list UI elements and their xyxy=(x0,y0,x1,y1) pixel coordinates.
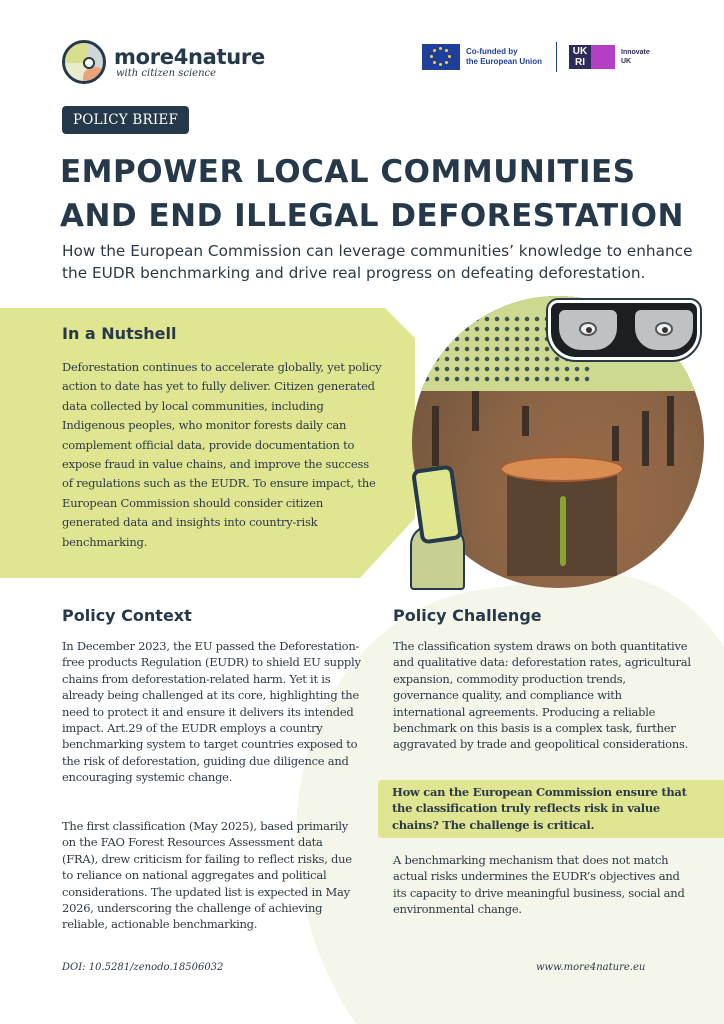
ukri-logo xyxy=(569,45,650,69)
title-line-2: AND END ILLEGAL DEFORESTATION xyxy=(60,198,684,234)
website-link[interactable]: www.more4nature.eu xyxy=(536,962,646,973)
title-line-1: EMPOWER LOCAL COMMUNITIES xyxy=(60,154,636,190)
policy-context-paragraph-1: In December 2023, the EU passed the Deforestation-free products Regulation (EUDR) to shield EU supply chains from deforestation-related harm. Yet it is already being challenged at its core, highlighting the need to protect it and ensure it delivers its intended impact. Art.29 of the EUDR employs a country benchmarking system to target countries exposed to the risk of deforestation, guiding due diligence and encouraging systemic change. xyxy=(62,639,361,785)
glasses-eyes-icon xyxy=(548,300,700,360)
page-title xyxy=(60,150,684,238)
challenge-callout-text: How can the European Commission ensure that the classification truly reflects risk in value chains? The challenge is critical. xyxy=(392,785,687,832)
eu-cofunded-label: Co-funded by the European Union xyxy=(466,47,542,66)
sprout-icon xyxy=(560,496,566,566)
doi-link[interactable]: DOI: 10.5281/zenodo.18506032 xyxy=(62,962,224,973)
logo-tagline: with citizen science xyxy=(116,67,217,79)
policy-context-heading: Policy Context xyxy=(62,606,192,625)
eu-flag-icon xyxy=(422,44,460,70)
ukri-pink-block xyxy=(591,45,615,69)
more4nature-logo[interactable] xyxy=(62,40,265,84)
policy-challenge-paragraph-2: A benchmarking mechanism that does not match actual risks undermines the EUDR’s objectives and its capacity to drive meaningful business, social and environmental change. xyxy=(393,853,685,917)
phone-in-hand-icon xyxy=(410,465,468,590)
logo-bird-icon xyxy=(62,40,106,84)
nutshell-body: Deforestation continues to accelerate globally, yet policy action to date has yet to fully deliver. Citizen generated data collected by local communities, including Indigenous peoples, who monitor forests daily can complement official data, provide documentation to expose fraud in value chains, and improve the success of regulations such as the EUDR. To ensure impact, the European Commission should consider citizen generated data and insights into country-risk benchmarking. xyxy=(62,360,382,549)
page-subtitle: How the European Commission can leverage communities’ knowledge to enhance the EUDR benchmarking and drive real progress on defeating deforestation. xyxy=(62,242,693,282)
ukri-mark-icon: UK RI xyxy=(569,45,591,69)
funder-divider xyxy=(556,42,557,72)
policy-context-paragraph-2: The first classification (May 2025), based primarily on the FAO Forest Resources Assessment data (FRA), drew criticism for failing to reflect risks, due to reliance on national aggregates and political considerations. The updated list is expected in May 2026, underscoring the challenge of achieving reliable, actionable benchmarking. xyxy=(62,819,352,932)
policy-brief-badge: POLICY BRIEF xyxy=(62,106,189,134)
innovate-uk-label: Innovate UK xyxy=(621,49,650,65)
policy-challenge-paragraph-1: The classification system draws on both quantitative and qualitative data: deforestation rates, agricultural expansion, commodity production trends, governance quality, and compliance with international agreements. Producing a reliable benchmark on this basis is a complex task, further aggravated by trade and geopolitical considerations. xyxy=(393,639,691,752)
logo-name: more4nature xyxy=(114,44,265,69)
policy-challenge-heading: Policy Challenge xyxy=(393,606,542,625)
funder-logos xyxy=(422,42,650,72)
nutshell-heading: In a Nutshell xyxy=(62,324,177,343)
